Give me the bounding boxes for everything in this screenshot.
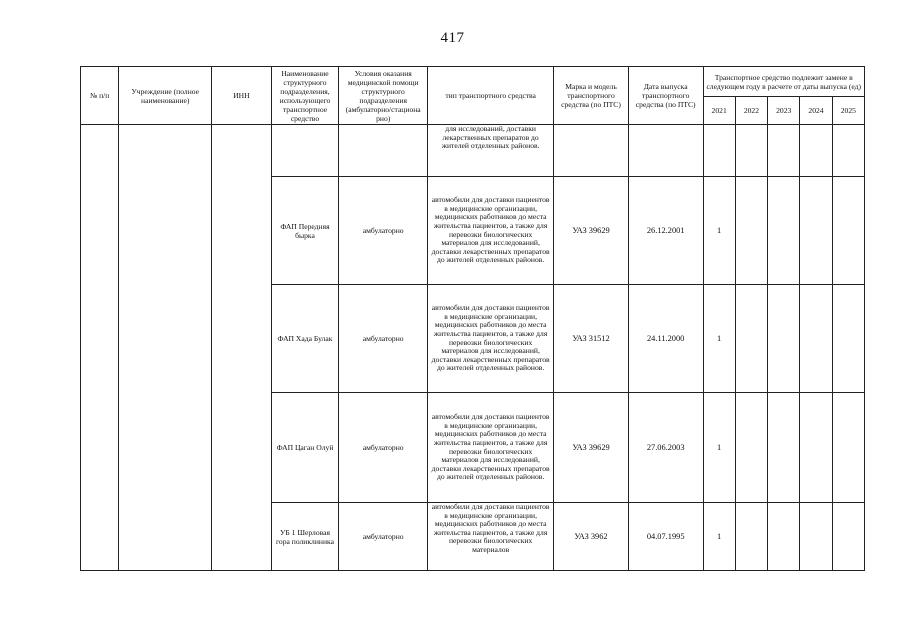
cell-brand: УАЗ 3962 — [554, 503, 629, 571]
cell-vehicle-type: автомобили для доставки пациентов в медицинские организации, медицинских работников до места жительства пациентов, а также для перевозки биологических материалов — [428, 503, 554, 571]
cell-2023 — [768, 177, 800, 285]
cell-2023 — [768, 503, 800, 571]
cell-date: 24.11.2000 — [628, 285, 703, 393]
cell-2021: 1 — [703, 393, 735, 503]
cell-2021 — [703, 125, 735, 177]
cell-brand: УАЗ 39629 — [554, 393, 629, 503]
cell-unit — [271, 125, 339, 177]
header-year-2021: 2021 — [703, 97, 735, 125]
header-unit: Наименование структурного подразделения, использующего транспортное средство — [271, 67, 339, 125]
cell-num — [81, 125, 119, 571]
cell-2022 — [735, 285, 767, 393]
cell-2022 — [735, 393, 767, 503]
header-vehicle-type: тип транспортного средства — [428, 67, 554, 125]
table-header-row — [81, 67, 865, 97]
header-release-date: Дата выпуска транспортного средства (по ПТС) — [628, 67, 703, 125]
cell-2023 — [768, 393, 800, 503]
cell-inn — [212, 125, 272, 571]
vehicle-register-table — [80, 66, 865, 571]
cell-2023 — [768, 125, 800, 177]
cell-2024 — [800, 503, 832, 571]
cell-conditions: амбулаторно — [339, 177, 428, 285]
header-year-2024: 2024 — [800, 97, 832, 125]
header-year-2025: 2025 — [832, 97, 864, 125]
header-institution: Учреждение (полное наименование) — [119, 67, 212, 125]
cell-2021: 1 — [703, 503, 735, 571]
page-number: 417 — [440, 30, 465, 46]
cell-conditions: амбулаторно — [339, 393, 428, 503]
cell-date: 26.12.2001 — [628, 177, 703, 285]
cell-brand — [554, 125, 629, 177]
cell-2022 — [735, 503, 767, 571]
cell-2025 — [832, 503, 864, 571]
header-year-2022: 2022 — [735, 97, 767, 125]
cell-2023 — [768, 285, 800, 393]
cell-vehicle-type: автомобили для доставки пациентов в медицинские организации, медицинских работников до места жительства пациентов, а также для перевозки биологических материалов для исследований, доставки лекарственных препаратов до жителей отделенных районов. — [428, 177, 554, 285]
table-row-continuation — [81, 125, 865, 177]
header-brand: Марка и модель транспортного средства (по ПТС) — [554, 67, 629, 125]
cell-conditions — [339, 125, 428, 177]
cell-2022 — [735, 125, 767, 177]
cell-2024 — [800, 393, 832, 503]
cell-unit: ФАП Передняя бырка — [271, 177, 339, 285]
cell-date — [628, 125, 703, 177]
header-replacement: Транспортное средство подлежит замене в следующем году в расчете от даты выпуска (ед) — [703, 67, 865, 97]
cell-2022 — [735, 177, 767, 285]
cell-date: 27.06.2003 — [628, 393, 703, 503]
cell-vehicle-type: автомобили для доставки пациентов в медицинские организации, медицинских работников до места жительства пациентов, а также для перевозки биологических материалов для исследований, доставки лекарственных препаратов до жителей отделенных районов. — [428, 285, 554, 393]
cell-2024 — [800, 285, 832, 393]
cell-2024 — [800, 177, 832, 285]
cell-2025 — [832, 393, 864, 503]
cell-institution — [119, 125, 212, 571]
cell-vehicle-type: автомобили для доставки пациентов в медицинские организации, медицинских работников до места жительства пациентов, а также для перевозки биологических материалов для исследований, доставки лекарственных препаратов до жителей отделенных районов. — [428, 393, 554, 503]
cell-unit: УБ 1 Шерловая гора поликлиника — [271, 503, 339, 571]
cell-date: 04.07.1995 — [628, 503, 703, 571]
cell-2025 — [832, 285, 864, 393]
header-year-2023: 2023 — [768, 97, 800, 125]
cell-brand: УАЗ 39629 — [554, 177, 629, 285]
cell-vehicle-type: для исследований, доставки лекарственных препаратов до жителей отделенных районов. — [428, 125, 554, 177]
cell-conditions: амбулаторно — [339, 503, 428, 571]
header-inn: ИНН — [212, 67, 272, 125]
cell-2025 — [832, 125, 864, 177]
cell-2021: 1 — [703, 177, 735, 285]
cell-2024 — [800, 125, 832, 177]
cell-brand: УАЗ 31512 — [554, 285, 629, 393]
cell-conditions: амбулаторно — [339, 285, 428, 393]
cell-unit: ФАП Хада Булак — [271, 285, 339, 393]
header-num: № п/п — [81, 67, 119, 125]
cell-2025 — [832, 177, 864, 285]
cell-2021: 1 — [703, 285, 735, 393]
header-conditions: Условия оказания медицинской помощи структурного подразделения (амбулаторно/стациона рно) — [339, 67, 428, 125]
cell-unit: ФАП Цаган Олуй — [271, 393, 339, 503]
